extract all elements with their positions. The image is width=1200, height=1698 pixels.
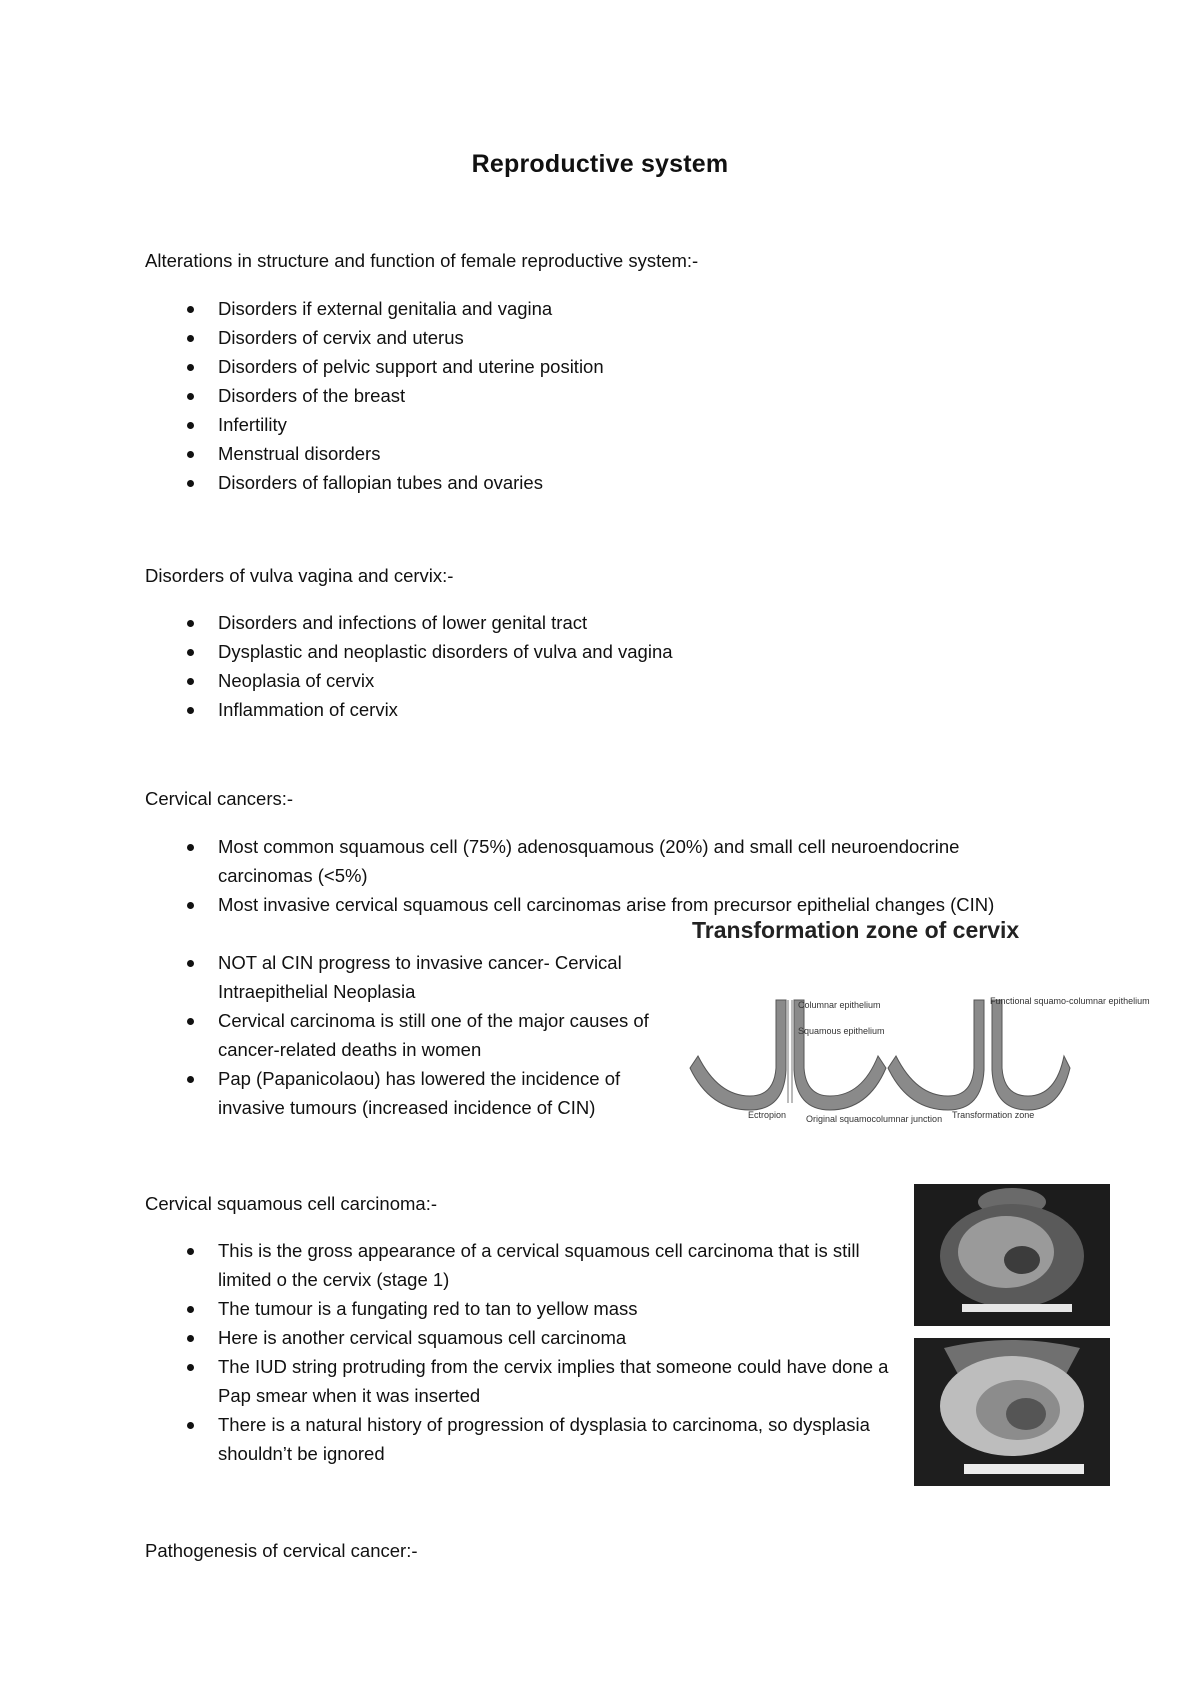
list-item: Inflammation of cervix — [145, 695, 1045, 724]
section-heading-squamous-carcinoma: Cervical squamous cell carcinoma:- — [145, 1193, 437, 1214]
specimen-photo-1 — [914, 1184, 1110, 1326]
label-ectropion: Ectropion — [748, 1110, 787, 1120]
transformation-zone-figure — [690, 917, 1150, 1128]
list-item: Most common squamous cell (75%) adenosquamous (20%) and small cell neuroendocrine carcinomas (<5%) — [145, 832, 1045, 890]
list-item: There is a natural history of progression of dysplasia to carcinoma, so dysplasia shouldn’t be ignored — [145, 1410, 890, 1468]
cervix-diagram-left — [690, 1000, 886, 1110]
list-item: Disorders of fallopian tubes and ovaries — [145, 468, 1045, 497]
list-item: Dysplastic and neoplastic disorders of vulva and vagina — [145, 637, 1045, 666]
section-heading-vulva: Disorders of vulva vagina and cervix:- — [145, 565, 454, 586]
label-squamous: Squamous epithelium — [798, 1026, 885, 1036]
figure-title: Transformation zone of cervix — [692, 917, 1020, 943]
list-vulva — [145, 608, 1045, 724]
list-item: Cervical carcinoma is still one of the major causes of cancer-related deaths in women — [145, 1006, 675, 1064]
section-heading-cervical-cancers: Cervical cancers:- — [145, 788, 294, 809]
list-item: Menstrual disorders — [145, 439, 1045, 468]
list-item: Disorders of the breast — [145, 381, 1045, 410]
list-item: Pap (Papanicolaou) has lowered the incidence of invasive tumours (increased incidence of CIN) — [145, 1064, 675, 1122]
cervix-diagram-right — [888, 1000, 1070, 1110]
list-item: Disorders and infections of lower genital tract — [145, 608, 1045, 637]
list-squamous-carcinoma — [145, 1236, 890, 1468]
list-item: Most invasive cervical squamous cell carcinomas arise from precursor epithelial changes (CIN) — [145, 890, 1045, 919]
label-transformation-zone: Transformation zone — [952, 1110, 1035, 1120]
list-item: The IUD string protruding from the cervix implies that someone could have done a Pap smear when it was inserted — [145, 1352, 890, 1410]
label-original-junction: Original squamocolumnar junction — [806, 1114, 943, 1124]
list-item: Infertility — [145, 410, 1045, 439]
list-item: Disorders of cervix and uterus — [145, 323, 1045, 352]
specimen-photo-2 — [914, 1338, 1110, 1486]
label-functional: Functional squamo-columnar epithelium — [990, 996, 1150, 1006]
list-alterations — [145, 294, 1045, 497]
list-item: Disorders if external genitalia and vagina — [145, 294, 1045, 323]
list-item: NOT al CIN progress to invasive cancer- Cervical Intraepithelial Neoplasia — [145, 948, 675, 1006]
label-columnar: Columnar epithelium — [798, 1000, 881, 1010]
page-title: Reproductive system — [471, 150, 729, 178]
section-heading-alterations: Alterations in structure and function of female reproductive system:- — [145, 250, 699, 271]
specimen-photo-1-image — [914, 1184, 1110, 1326]
list-cervical-cancers-b — [145, 948, 675, 1122]
specimen-photo-2-image — [914, 1338, 1110, 1486]
list-cervical-cancers-a — [145, 832, 1045, 919]
list-item: The tumour is a fungating red to tan to yellow mass — [145, 1294, 890, 1323]
list-item: Disorders of pelvic support and uterine position — [145, 352, 1045, 381]
section-heading-pathogenesis: Pathogenesis of cervical cancer:- — [145, 1540, 418, 1561]
list-item: Neoplasia of cervix — [145, 666, 1045, 695]
list-item: This is the gross appearance of a cervical squamous cell carcinoma that is still limited o the cervix (stage 1) — [145, 1236, 890, 1294]
list-item: Here is another cervical squamous cell carcinoma — [145, 1323, 890, 1352]
